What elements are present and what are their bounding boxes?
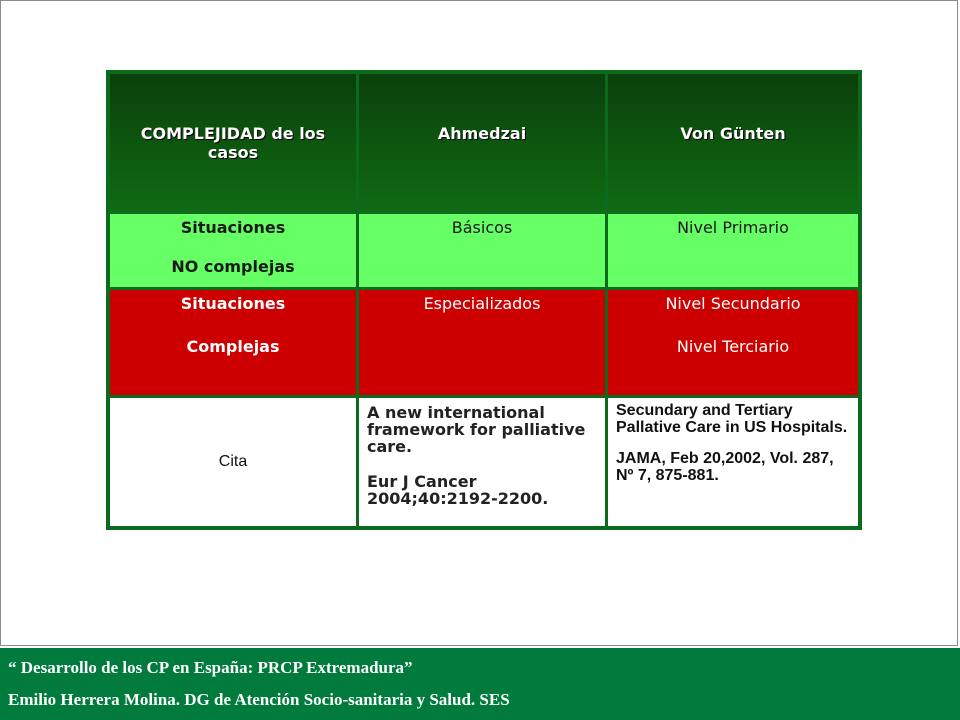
nivel-primario-text: Nivel Primario (677, 217, 789, 237)
row-complejas (108, 288, 860, 396)
footer-title: “ Desarrollo de los CP en España: PRCP Extremadura” (8, 658, 413, 677)
nivel-secundario-text: Nivel Secundario (665, 293, 801, 313)
cell-cita-label (108, 396, 358, 528)
header-von-gunten-label: Von Günten (680, 124, 786, 143)
especializados-text: Especializados (423, 293, 541, 313)
header-row (108, 72, 860, 212)
cell-especializados (358, 288, 607, 396)
header-ahmedzai-label: Ahmedzai (437, 124, 527, 143)
von-gunten-citation-ref: JAMA, Feb 20,2002, Vol. 287, Nº 7, 875-881. (616, 449, 834, 484)
complejas-line1: Situaciones (180, 293, 286, 313)
cita-text: Cita (218, 452, 248, 470)
basicos-text: Básicos (451, 217, 513, 237)
cell-von-gunten-citation (607, 396, 861, 528)
cell-complejas-label (108, 288, 358, 396)
nivel-terciario-text: Nivel Terciario (676, 336, 790, 356)
cell-nivel-primario (607, 212, 861, 288)
header-von-gunten (607, 72, 861, 212)
row-cita (108, 396, 860, 528)
footer-bar (0, 648, 960, 720)
header-ahmedzai (358, 72, 607, 212)
no-complejas-line2: NO complejas (171, 256, 295, 276)
ahmedzai-citation-title: A new international framework for palliative care. (367, 402, 586, 456)
cell-ahmedzai-citation (358, 396, 607, 528)
von-gunten-citation-title: Secundary and Tertiary Pallative Care in US Hospitals. (616, 401, 848, 436)
cell-no-complejas-label (108, 212, 358, 288)
footer-author: Emilio Herrera Molina. DG de Atención Socio-sanitaria y Salud. SES (8, 690, 510, 709)
cell-basicos (358, 212, 607, 288)
header-complejidad-line1: COMPLEJIDAD de los (140, 124, 326, 143)
no-complejas-line1: Situaciones (180, 217, 286, 237)
ahmedzai-citation-ref: Eur J Cancer 2004;40:2192-2200. (367, 471, 549, 508)
cell-nivel-secundario-terciario (607, 288, 861, 396)
header-complejidad (108, 72, 358, 212)
header-complejidad-line2: casos (207, 143, 259, 162)
complejas-line2: Complejas (186, 336, 280, 356)
row-no-complejas (108, 212, 860, 288)
comparison-table (106, 70, 862, 530)
